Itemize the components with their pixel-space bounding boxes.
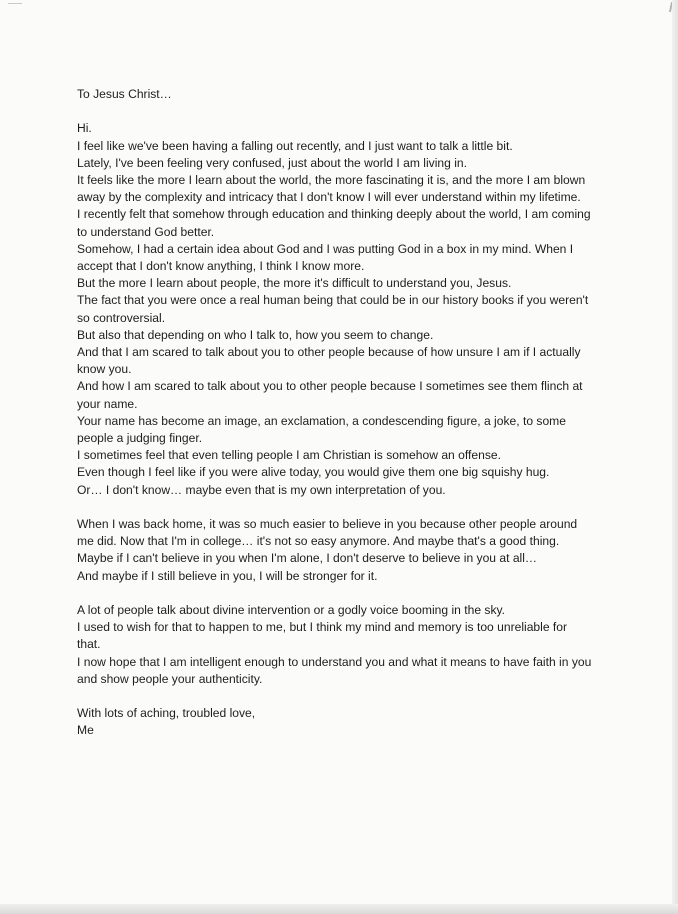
paper-edge-right bbox=[672, 0, 678, 914]
letter-line: The fact that you were once a real human being that could be in our history books if you weren't bbox=[77, 293, 589, 308]
letter-body bbox=[77, 86, 607, 740]
letter-line: But the more I learn about people, the more it's difficult to understand you, Jesus. bbox=[77, 276, 512, 291]
letter-line: And how I am scared to talk about you to other people because I sometimes see them flinch at bbox=[77, 379, 583, 394]
letter-line: And that I am scared to talk about you to other people because of how unsure I am if I actually bbox=[77, 345, 581, 360]
paper-edge-bottom bbox=[0, 904, 678, 914]
blank-line bbox=[77, 585, 607, 602]
letter-line: accept that I don't know anything, I think I know more. bbox=[77, 259, 365, 274]
letter-line: know you. bbox=[77, 362, 132, 377]
letter-line: that. bbox=[77, 637, 101, 652]
blank-line bbox=[77, 688, 607, 705]
letter-greeting: Hi. bbox=[77, 121, 92, 136]
letter-line: I feel like we've been having a falling out recently, and I just want to talk a little bit. bbox=[77, 138, 513, 153]
letter-line: Somehow, I had a certain idea about God and I was putting God in a box in my mind. When I bbox=[77, 241, 574, 256]
letter-line: I sometimes feel that even telling people I am Christian is somehow an offense. bbox=[77, 448, 501, 463]
letter-line: people a judging finger. bbox=[77, 431, 203, 446]
letter-line: I now hope that I am intelligent enough to understand you and what it means to have faith in you bbox=[77, 654, 592, 669]
letter-line: When I was back home, it was so much easier to believe in you because other people around bbox=[77, 517, 578, 532]
letter-line: I recently felt that somehow through education and thinking deeply about the world, I am coming bbox=[77, 207, 591, 222]
letter-line: But also that depending on who I talk to, how you seem to change. bbox=[77, 327, 434, 342]
letter-line: to understand God better. bbox=[77, 224, 215, 239]
paragraph-1 bbox=[77, 138, 607, 499]
letter-line: your name. bbox=[77, 396, 138, 411]
letter-salutation: To Jesus Christ… bbox=[77, 87, 172, 101]
letter-line: Or… I don't know… maybe even that is my own interpretation of you. bbox=[77, 482, 446, 497]
letter-line: I used to wish for that to happen to me, but I think my mind and memory is too unreliable for bbox=[77, 620, 568, 635]
letter-line: me did. Now that I'm in college… it's not so easy anymore. And maybe that's a good thing. bbox=[77, 534, 560, 549]
letter-line: away by the complexity and intricacy that I don't know I will ever understand within my lifetime. bbox=[77, 190, 581, 205]
letter-line: Even though I feel like if you were alive today, you would give them one big squishy hug. bbox=[77, 465, 550, 480]
letter-line: And maybe if I still believe in you, I will be stronger for it. bbox=[77, 568, 378, 583]
blank-line bbox=[77, 103, 607, 120]
letter-line: and show people your authenticity. bbox=[77, 671, 263, 686]
letter-signature: Me bbox=[77, 723, 94, 738]
letter-line: Lately, I've been feeling very confused, just about the world I am living in. bbox=[77, 155, 467, 170]
letter-line: so controversial. bbox=[77, 310, 166, 325]
blank-line bbox=[77, 499, 607, 516]
paragraph-2 bbox=[77, 516, 607, 585]
scan-mark-top bbox=[8, 3, 22, 4]
letter-closing: With lots of aching, troubled love, bbox=[77, 706, 256, 721]
letter-line: It feels like the more I learn about the world, the more fascinating it is, and the more I am blown bbox=[77, 173, 586, 187]
letter-line: Your name has become an image, an exclamation, a condescending figure, a joke, to some bbox=[77, 413, 566, 428]
letter-line: A lot of people talk about divine intervention or a godly voice booming in the sky. bbox=[77, 603, 506, 618]
letter-line: Maybe if I can't believe in you when I'm alone, I don't deserve to believe in you at all… bbox=[77, 551, 538, 566]
paragraph-3 bbox=[77, 602, 607, 688]
